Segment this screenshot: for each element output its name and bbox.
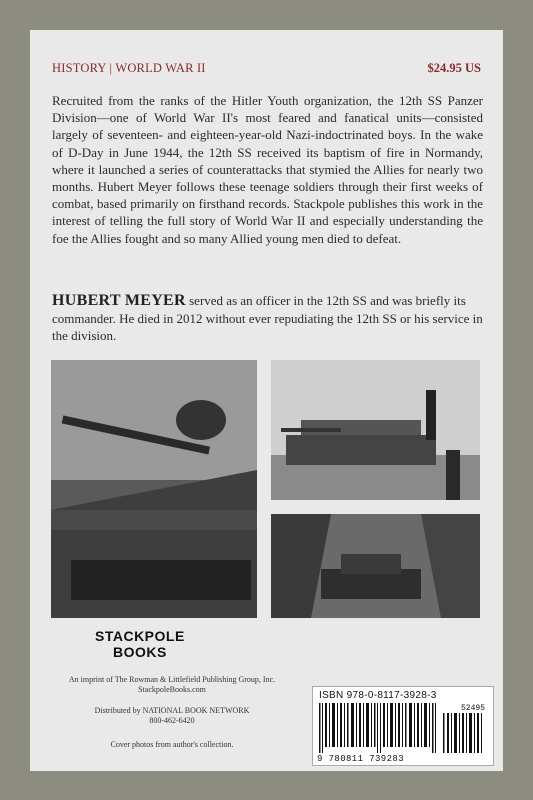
distributor-note: Distributed by NATIONAL BOOK NETWORK 800-462-6420 (94, 706, 250, 725)
isbn-number: ISBN 978-0-8117-3928-3 (319, 690, 437, 701)
price-code: 52495 (460, 704, 485, 713)
ean-barcode-icon (319, 703, 439, 753)
imprint-note: An imprint of The Rowman & Littlefield Publishing Group, Inc. StackpoleBooks.com (68, 675, 276, 694)
tank-in-forest-photo (271, 514, 480, 618)
author-name: HUBERT MEYER (52, 292, 186, 309)
publisher-logo: STACKPOLE BOOKS (95, 628, 185, 660)
back-cover-panel (30, 30, 503, 771)
photo-credit: Cover photos from author's collection. (110, 740, 234, 749)
addon-barcode-icon (443, 713, 483, 753)
barcode-digits: 9 780811 739283 (317, 754, 405, 764)
category-label: HISTORY | WORLD WAR II (52, 61, 206, 75)
price-label: $24.95 US (427, 61, 481, 75)
author-bio-text: served as an officer in the 12th SS and was briefly its commander. He died in 2012 without ever repudiating the 12th SS or his service in the division. (52, 293, 483, 343)
isbn-barcode (312, 686, 494, 766)
tank-commander-photo (271, 360, 480, 500)
tank-crew-photo (51, 360, 257, 618)
author-bio (52, 292, 483, 345)
book-description: Recruited from the ranks of the Hitler Youth organization, the 12th SS Panzer Division—one of World War II's most feared and fanatical units—consisted largely of seventeen- and eighteen-year-old Nazi-indoctrinated boys. In the wake of D-Day in June 1944, the 12th SS received its baptism of fire in Normandy, where it launched a series of counterattacks that stymied the Allies for nearly two months. Hubert Meyer follows these teenage soldiers through their first weeks of combat, based primarily on firsthand records. Stackpole publishes this work in the interest of telling the full story of World War II and especially understanding the foe the Allies fought and so many Allied young men died to defeat. (52, 93, 483, 246)
